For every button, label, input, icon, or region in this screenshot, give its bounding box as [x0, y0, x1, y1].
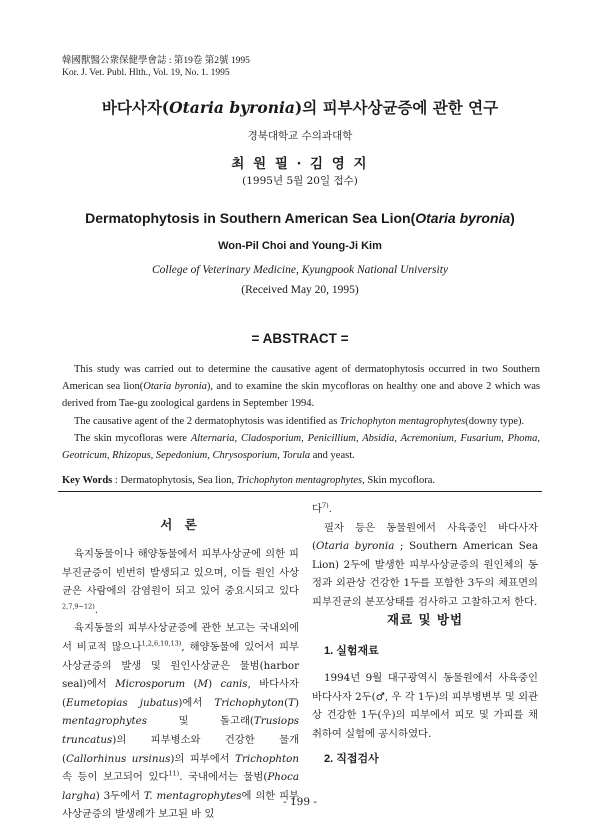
abstract-paragraph: This study was carried out to determine the causative agent of dermatophytosis occurred in two Southern American sea lion(Otaria byronia), and to examine the skin mycofloras on healthy one and above 2 which was derived from Tae-gu zoological gardens in September 1994.	[62, 364, 540, 410]
abstract-paragraph: The causative agent of the 2 dermatophytosis was identified as Trichophyton mentagrophytes(downy type).	[74, 415, 525, 427]
right-column	[312, 500, 538, 612]
page-number: - 199 -	[283, 796, 317, 808]
english-title: Dermatophytosis in Southern American Sea Lion(Otaria byronia)	[85, 210, 515, 226]
section-divider	[58, 491, 542, 492]
english-received-date: (Received May 20, 1995)	[241, 284, 359, 296]
korean-received-date: (1995년 5월 20일 접수)	[242, 175, 358, 187]
english-affiliation: College of Veterinary Medicine, Kyungpook National University	[151, 264, 449, 276]
subsection-heading-materials: 1. 실험재료	[324, 645, 379, 657]
journal-citation-english: Kor. J. Vet. Publ. Hlth., Vol. 19, No. 1. 1995	[62, 68, 230, 78]
abstract-heading: = ABSTRACT =	[251, 331, 349, 346]
methods-heading: 재료 및 방법	[386, 612, 464, 627]
methods-paragraph	[312, 669, 538, 743]
korean-title: 바다사자(Otaria byronia)의 피부사상균증에 관한 연구	[101, 98, 499, 117]
intro-paragraph: 육지동물의 피부사상균증에 관한 보고는 국내외에서 비교적 많으나$^{1,2,6,10,13)}$, 해양동물에 있어서 피부사상균증의 발생 및 원인사상균은 물범(harbor seal)에서 Microsporum (M) canis, 바다사자(Eumetopias jubatus)에서 Trichophyton(T) mentagrophytes 및 돌고래(Trusiops truncatus)의 피부병소와 건강한 물개(Callorhinus ursinus)의 피부에서 Trichophton속 등이 보고되어 있다$^{11)}$. 국내에서는 물범(Phoca largha) 3두에서 T. mentagrophytes에 의한 피부사상균증의 발생례가 보고된 바 있	[62, 622, 300, 821]
intro-paragraph: 필자 등은 동물원에서 사육중인 바다사자(Otaria byronia ; Southern American Sea Lion) 2두에 발생한 피부사상균증의 원인체의 동정과 외관상 건강한 1두를 포함한 3두의 체표면의 피부진균의 분포상태를 검사하고 고찰하고저 한다.	[312, 521, 538, 608]
korean-affiliation: 경북대학교 수의과대학	[247, 130, 353, 142]
introduction-heading: 서 론	[160, 517, 201, 532]
methods-text: 1994년 9월 대구광역시 동물원에서 사육중인 바다사자 2두(♂, 우 각 1두)의 피부병변부 및 외관상 건강한 1두(우)의 피부에서 피모 및 가피를 채취하여 실험에 공시하였다.	[312, 672, 538, 740]
abstract-body	[62, 361, 540, 464]
keywords: Key Words : Dermatophytosis, Sea lion, Trichophyton mentagrophytes, Skin mycoflora.	[62, 475, 436, 486]
subsection-heading-direct-exam: 2. 직접검사	[324, 753, 379, 765]
intro-continuation: 다$^{7)}$.	[312, 501, 332, 515]
korean-authors: 최 원 필 · 김 영 지	[231, 156, 369, 172]
journal-name-korean: 韓國獸醫公衆保健學會誌 : 第19卷 第2號 1995	[62, 56, 250, 66]
left-column	[62, 545, 299, 824]
intro-paragraph: 육지동물이나 해양동물에서 피부사상균에 의한 피부진균증이 빈번히 발생되고 있으며, 이들 원인 사상균은 사람에의 감염원이 되고 있어 중요시되고 있다$^{2,7,9\sim 12)}$.	[62, 548, 299, 616]
abstract-paragraph: The skin mycofloras were Alternaria, Cladosporium, Penicillium, Absidia, Acremonium, Fusarium, Phoma, Geotricum, Rhizopus, Sepedonium, Chrysosporium, Torula and yeast.	[62, 432, 540, 462]
english-authors: Won-Pil Choi and Young-Ji Kim	[218, 240, 382, 252]
